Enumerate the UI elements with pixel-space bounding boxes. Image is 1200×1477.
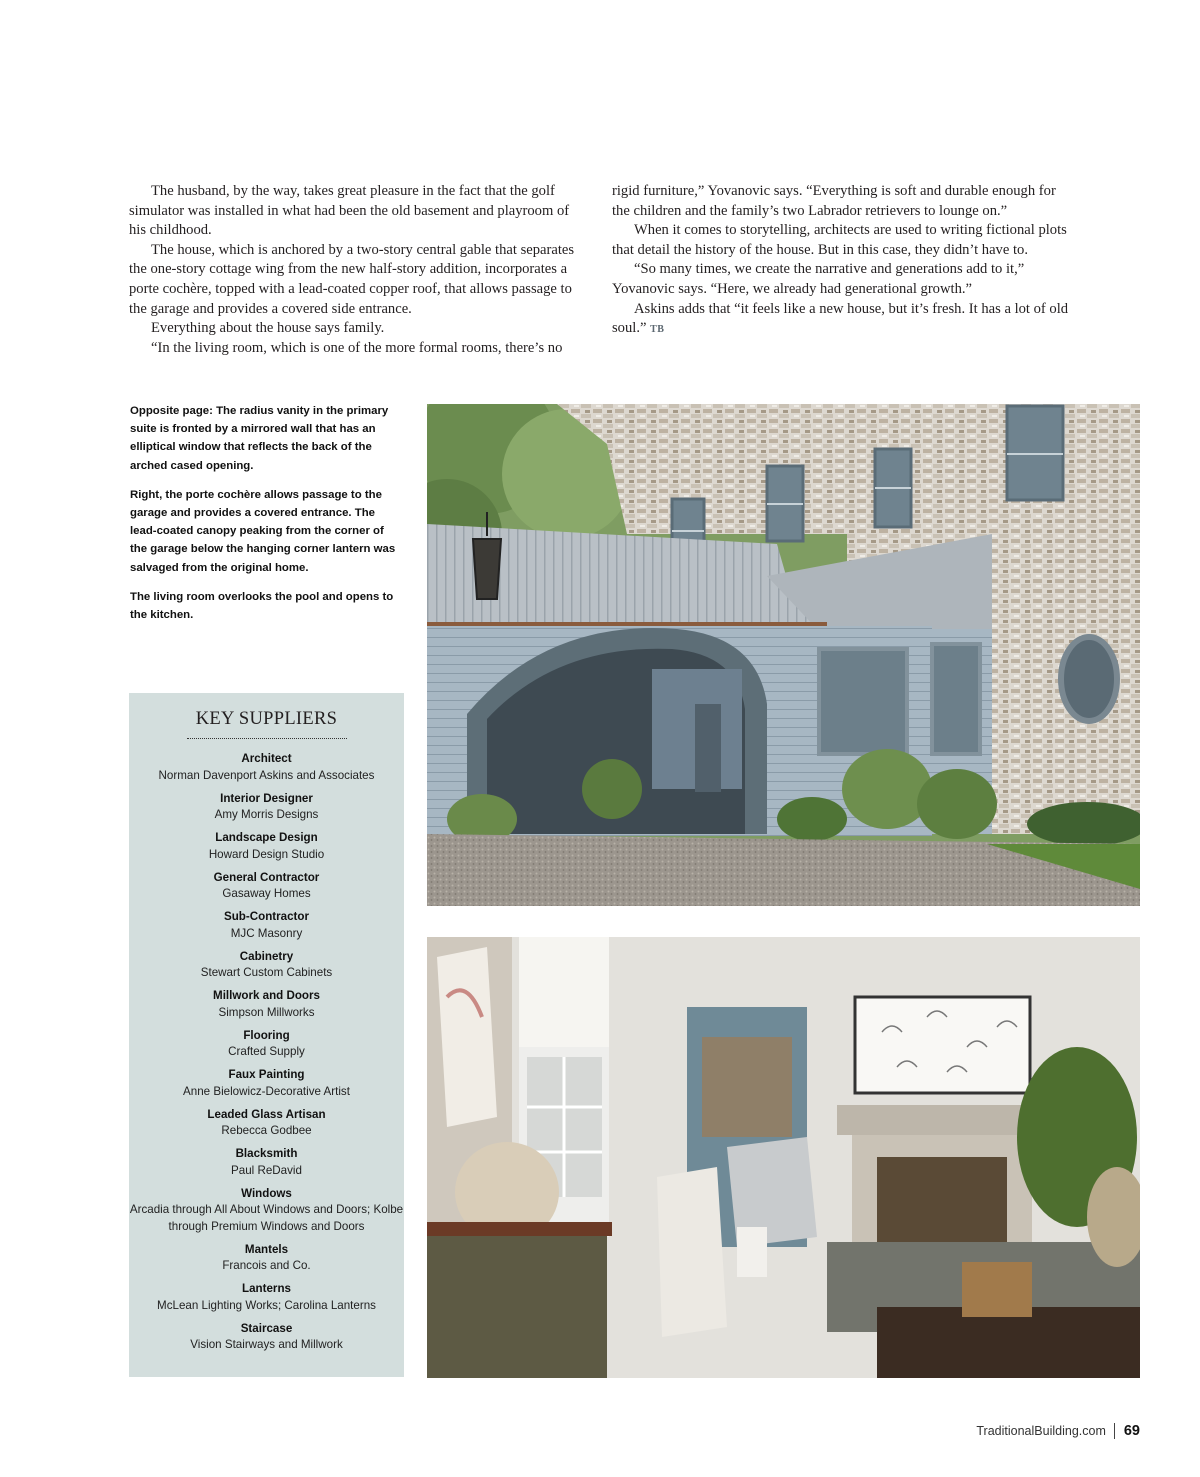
supplier-role: Windows [241, 1186, 292, 1200]
living-room-photo [427, 937, 1140, 1378]
supplier-role: Faux Painting [228, 1068, 305, 1081]
supplier-item [129, 949, 404, 982]
body-paragraph: “So many times, we create the narrative and generations add to it,” Yovanovic says. “Here, we already had generational growth.” [612, 261, 1025, 297]
supplier-name: Howard Design Studio [208, 847, 325, 861]
page-number: 69 [1123, 1423, 1140, 1439]
supplier-name: McLean Lighting Works; Carolina Lanterns [157, 1298, 376, 1312]
body-paragraph: rigid furniture,” Yovanovic says. “Everything is soft and durable enough for the children and the family’s two Labrador retrievers to lounge on.” [612, 183, 1056, 219]
supplier-name: Francois and Co. [222, 1259, 311, 1272]
body-paragraph [612, 300, 1070, 340]
supplier-item [129, 988, 404, 1021]
supplier-role: General Contractor [213, 870, 320, 884]
photo-captions [130, 402, 398, 635]
site-name: TraditionalBuilding.com [976, 1424, 1106, 1438]
supplier-role: Staircase [240, 1321, 293, 1335]
porte-cochere-photo [427, 404, 1140, 906]
supplier-name: Paul ReDavid [231, 1163, 302, 1177]
supplier-item [129, 1186, 404, 1236]
supplier-name: Crafted Supply [228, 1045, 305, 1058]
supplier-name: Rebecca Godbee [221, 1124, 312, 1137]
supplier-role: Landscape Design [215, 831, 318, 844]
supplier-item [129, 791, 404, 824]
supplier-item [129, 751, 404, 784]
body-paragraph: Everything about the house says family. [151, 320, 385, 337]
supplier-name: Arcadia through All About Windows and Doors; Kolbe through Premium Windows and Doors [129, 1203, 404, 1233]
supplier-name: Amy Morris Designs [214, 808, 319, 821]
caption-living-room: The living room overlooks the pool and opens to the kitchen. [130, 590, 394, 622]
supplier-role: Cabinetry [239, 949, 294, 963]
supplier-role: Interior Designer [220, 791, 313, 805]
supplier-item [129, 1281, 404, 1314]
body-paragraph: When it comes to storytelling, architects are used to writing fictional plots that detail the history of the house. But in this case, they didn’t have to. [612, 222, 1067, 258]
footer-separator [1114, 1423, 1115, 1439]
end-mark: TB [650, 324, 665, 336]
supplier-list [129, 751, 404, 1354]
supplier-name: Anne Bielowicz-Decorative Artist [183, 1084, 350, 1098]
supplier-name: Norman Davenport Askins and Associates [158, 768, 375, 782]
caption-porte-cochere: Right, the porte cochère allows passage to the garage and provides a covered entrance. The lead-coated canopy peaking from the corner of the garage below the hanging corner lantern was salvaged from the original home. [130, 488, 396, 574]
supplier-name: Stewart Custom Cabinets [200, 966, 333, 979]
supplier-role: Architect [241, 752, 292, 765]
supplier-item [129, 1242, 404, 1275]
supplier-name: Gasaway Homes [222, 887, 311, 900]
supplier-item [129, 830, 404, 863]
supplier-role: Millwork and Doors [213, 989, 320, 1002]
body-paragraph: The husband, by the way, takes great pleasure in the fact that the golf simulator was installed in what had been the old basement and playroom of his childhood. [129, 183, 570, 239]
living-room-illustration [427, 937, 1140, 1378]
supplier-item [129, 1321, 404, 1354]
caption-opposite-page: Opposite page: The radius vanity in the primary suite is fronted by a mirrored wall that has an elliptical window that reflects the back of the arched cased opening. [130, 405, 389, 472]
key-suppliers-heading: KEY SUPPLIERS [195, 709, 338, 729]
supplier-role: Mantels [244, 1242, 289, 1256]
supplier-role: Leaded Glass Artisan [207, 1107, 326, 1121]
porte-cochere-illustration [427, 404, 1140, 906]
supplier-item [129, 1146, 404, 1179]
supplier-role: Blacksmith [235, 1147, 298, 1160]
supplier-item [129, 909, 404, 942]
supplier-role: Lanterns [242, 1282, 291, 1295]
supplier-item [129, 1028, 404, 1061]
closing-paragraph-text: Askins adds that “it feels like a new house, but it’s fresh. It has a lot of old soul.” [612, 300, 1069, 337]
supplier-item [129, 1107, 404, 1140]
page-footer [976, 1423, 1140, 1439]
dotted-divider [187, 736, 347, 739]
article-left-column [129, 182, 580, 358]
supplier-role: Flooring [243, 1028, 290, 1042]
supplier-item [129, 870, 404, 903]
body-paragraph: The house, which is anchored by a two-story central gable that separates the one-story cottage wing from the new half-story addition, incorporates a porte cochère, topped with a lead-coated copper roof, that allows passage to the garage and provides a covered side entrance. [129, 241, 575, 317]
supplier-name: Vision Stairways and Millwork [190, 1338, 343, 1351]
body-paragraph: “In the living room, which is one of the more formal rooms, there’s no [151, 339, 563, 356]
key-suppliers-box [129, 693, 404, 1377]
supplier-item [129, 1067, 404, 1100]
supplier-name: MJC Masonry [230, 926, 303, 940]
supplier-name: Simpson Millworks [218, 1005, 315, 1019]
article-right-column [612, 182, 1070, 340]
supplier-role: Sub-Contractor [223, 910, 310, 923]
